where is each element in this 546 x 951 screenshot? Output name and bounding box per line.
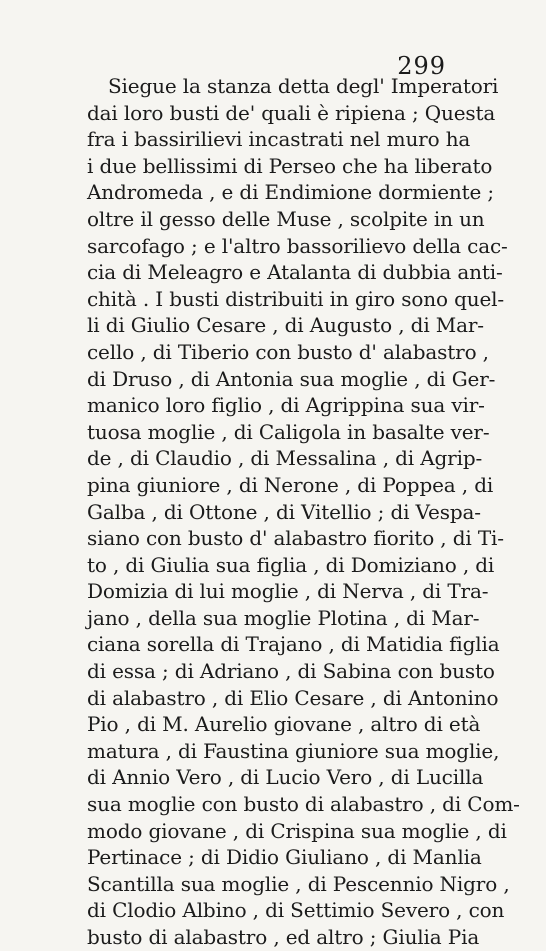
page-number: 299 bbox=[397, 52, 446, 80]
text-line: manico loro figlio , di Agrippina sua vir- bbox=[87, 393, 485, 418]
text-line: Pertinace ; di Didio Giuliano , di Manlia bbox=[87, 845, 482, 870]
text-line: di Druso , di Antonia sua moglie , di Ger- bbox=[87, 366, 496, 391]
text-line: Domizia di lui moglie , di Nerva , di Tra- bbox=[87, 579, 489, 604]
text-line: Andromeda , e di Endimione dormiente ; bbox=[87, 180, 494, 205]
text-line: li di Giulio Cesare , di Augusto , di Mar- bbox=[87, 313, 484, 338]
text-line: ciana sorella di Trajano , di Matidia figlia bbox=[87, 632, 500, 657]
text-line: Pio , di M. Aurelio giovane , altro di età bbox=[87, 712, 481, 737]
text-line: Siegue la stanza detta degl' Imperatori bbox=[108, 74, 499, 98]
text-line: i due bellissimi di Perseo che ha liberato bbox=[87, 153, 493, 178]
text-line: oltre il gesso delle Muse , scolpite in un bbox=[87, 206, 485, 231]
text-line: chità . I busti distribuiti in giro sono quel- bbox=[87, 286, 504, 311]
text-line: di alabastro , di Elio Cesare , di Antonino bbox=[87, 685, 499, 710]
text-line: modo giovane , di Crispina sua moglie , di bbox=[87, 818, 507, 843]
text-line: sarcofago ; e l'altro bassorilievo della cac- bbox=[87, 233, 508, 258]
text-line: tuosa moglie , di Caligola in basalte ver- bbox=[87, 419, 490, 444]
text-line: jano , della sua moglie Plotina , di Mar- bbox=[87, 605, 480, 630]
body-text bbox=[87, 73, 520, 951]
text-line: Galba , di Ottone , di Vitellio ; di Vespa- bbox=[87, 499, 481, 524]
text-line: de , di Claudio , di Messalina , di Agrip- bbox=[87, 446, 483, 471]
text-line: di Annio Vero , di Lucio Vero , di Lucilla bbox=[87, 765, 484, 790]
text-line: di essa ; di Adriano , di Sabina con busto bbox=[87, 659, 495, 684]
text-line: di Clodio Albino , di Settimio Severo , con bbox=[87, 898, 505, 923]
text-line: to , di Giulia sua figlia , di Domiziano , di bbox=[87, 552, 495, 577]
text-line: matura , di Faustina giuniore sua moglie, bbox=[87, 738, 500, 763]
text-line: cia di Meleagro e Atalanta di dubbia anti- bbox=[87, 260, 503, 285]
text-line: fra i bassirilievi incastrati nel muro ha bbox=[87, 127, 471, 152]
text-line: sua moglie con busto di alabastro , di Com- bbox=[87, 792, 520, 817]
text-line: siano con busto d' alabastro fiorito , di Ti- bbox=[87, 526, 504, 551]
text-line: cello , di Tiberio con busto d' alabastro , bbox=[87, 339, 489, 364]
text-line: dai loro busti de' quali è ripiena ; Questa bbox=[87, 100, 496, 125]
text-line: busto di alabastro , ed altro ; Giulia Pia bbox=[87, 925, 480, 949]
text-line: pina giuniore , di Nerone , di Poppea , di bbox=[87, 472, 494, 497]
text-line: Scantilla sua moglie , di Pescennio Nigro , bbox=[87, 871, 510, 896]
